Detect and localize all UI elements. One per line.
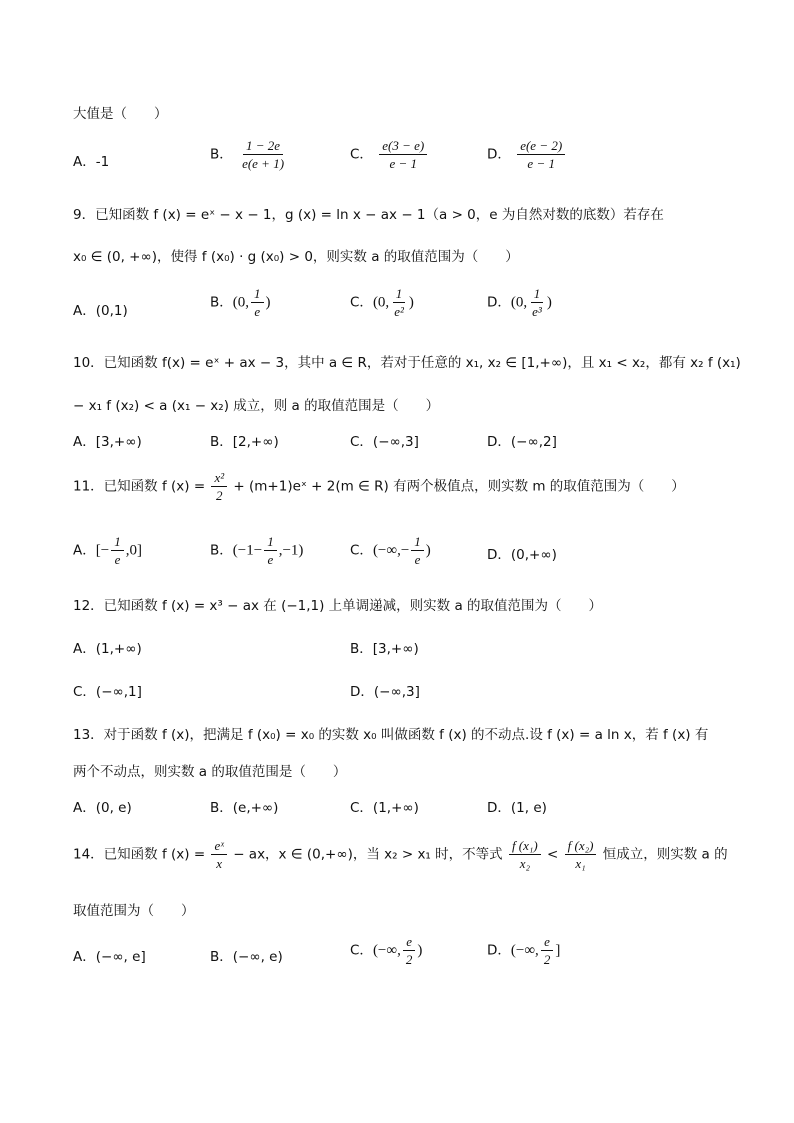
less-than-sign: <	[547, 846, 559, 863]
stem-text: 恒成立，则实数 a 的	[602, 846, 728, 863]
q14-option-d	[487, 934, 560, 967]
stem-text: + (m+1)eˣ + 2(m ∈ R) 有两个极值点，则实数 m 的取值范围为（ ）	[233, 478, 685, 495]
q13-option-c: C．(1,+∞)	[350, 800, 419, 816]
q12-option-b: B．[3,+∞)	[350, 641, 419, 657]
q14-stem-line1	[73, 838, 728, 871]
numerator: e	[541, 934, 553, 951]
q10-stem-line2: − x₁ f (x₂) < a (x₁ − x₂) 成立，则 a 的取值范围是（ ）	[73, 398, 440, 414]
numerator: 1	[393, 286, 406, 303]
denominator: e − 1	[389, 156, 417, 171]
option-label: C．	[350, 146, 373, 163]
numerator: eˣ	[211, 838, 226, 855]
q13-option-a: A．(0, e)	[73, 800, 132, 816]
fraction	[403, 934, 416, 967]
q10-option-c: C．(−∞,3]	[350, 434, 419, 450]
option-label: B．	[210, 542, 233, 559]
denominator: x₂	[519, 856, 530, 871]
q12-stem: 12．已知函数 f (x) = x³ − ax 在 (−1,1) 上单调递减，则实数 a 的取值范围为（ ）	[73, 598, 603, 614]
fraction	[529, 286, 545, 319]
fraction	[517, 138, 565, 171]
q12-option-a: A．(1,+∞)	[73, 641, 142, 657]
fraction	[509, 838, 541, 871]
denominator: 2	[543, 952, 551, 967]
denominator: 2	[405, 952, 413, 967]
q11-option-c	[350, 534, 431, 567]
numerator: e	[403, 934, 415, 951]
interval-left: (0,	[510, 294, 528, 311]
fraction	[211, 470, 227, 503]
fraction	[541, 934, 554, 967]
q10-option-a: A．[3,+∞)	[73, 434, 142, 450]
numerator: e(3 − e)	[379, 138, 427, 155]
interval-left: (−∞,−	[372, 542, 410, 559]
denominator: e	[254, 304, 261, 319]
numerator: 1	[411, 534, 424, 551]
q10-stem-line1: 10．已知函数 f(x) = eˣ + ax − 3，其中 a ∈ R，若对于任意的 x₁, x₂ ∈ [1,+∞)，且 x₁ < x₂，都有 x₂ f (x₁)	[73, 355, 741, 371]
interval-right: ]	[555, 942, 561, 959]
interval-left: (−∞,	[510, 942, 539, 959]
numerator: f (x₂)	[565, 838, 597, 855]
q8-option-c	[350, 138, 429, 171]
option-label: D．	[487, 146, 511, 163]
q10-option-b: B．[2,+∞)	[210, 434, 279, 450]
denominator: e	[114, 552, 121, 567]
fraction	[379, 138, 427, 171]
fraction	[264, 534, 277, 567]
interval-right: )	[265, 294, 271, 311]
denominator: 2	[216, 488, 223, 503]
question-continuation: 大值是（ ）	[73, 106, 168, 122]
denominator: x₁	[575, 856, 586, 871]
q8-option-b	[210, 138, 289, 171]
q13-option-d: D．(1, e)	[487, 800, 547, 816]
option-label: A．	[73, 542, 96, 559]
q9-stem-line2: x₀ ∈ (0, +∞)，使得 f (x₀) · g (x₀) > 0，则实数 a 的取值范围为（ ）	[73, 249, 519, 265]
interval-right: )	[408, 294, 414, 311]
q9-option-c	[350, 286, 414, 319]
q9-option-a: A．(0,1)	[73, 303, 128, 319]
option-label: D．	[487, 942, 511, 959]
interval-left: [−	[95, 542, 110, 559]
denominator: e³	[532, 304, 542, 319]
stem-text: 11．已知函数 f (x) =	[73, 478, 206, 495]
q11-option-b	[210, 534, 303, 567]
interval-right: )	[417, 942, 423, 959]
option-label: C．	[350, 294, 373, 311]
q13-stem-line2: 两个不动点，则实数 a 的取值范围是（ ）	[73, 764, 347, 780]
interval-right: )	[425, 542, 431, 559]
interval-right: ,−1)	[278, 542, 304, 559]
q8-option-d	[487, 138, 567, 171]
q10-option-d: D．(−∞,2]	[487, 434, 557, 450]
denominator: e²	[394, 304, 404, 319]
q9-option-b	[210, 286, 271, 319]
numerator: 1	[111, 534, 124, 551]
q14-option-a: A．(−∞, e]	[73, 949, 146, 965]
numerator: x²	[211, 470, 227, 487]
numerator: 1	[531, 286, 544, 303]
option-label: B．	[210, 146, 233, 163]
interval-left: (0,	[232, 294, 250, 311]
q13-option-b: B．(e,+∞)	[210, 800, 279, 816]
option-label: D．	[487, 294, 511, 311]
q12-option-d: D．(−∞,3]	[350, 684, 420, 700]
stem-text: 14．已知函数 f (x) =	[73, 846, 206, 863]
q11-stem	[73, 470, 685, 503]
q14-option-b: B．(−∞, e)	[210, 949, 283, 965]
q11-option-d: D．(0,+∞)	[487, 547, 557, 563]
denominator: e − 1	[527, 156, 555, 171]
q14-stem-line2: 取值范围为（ ）	[73, 903, 195, 919]
denominator: x	[216, 856, 223, 871]
denominator: e	[414, 552, 421, 567]
numerator: f (x₁)	[509, 838, 541, 855]
fraction	[111, 534, 124, 567]
interval-left: (−∞,	[372, 942, 401, 959]
fraction	[565, 838, 597, 871]
numerator: e(e − 2)	[517, 138, 565, 155]
q9-stem-line1: 9．已知函数 f (x) = eˣ − x − 1，g (x) = ln x − ax − 1（a > 0，e 为自然对数的底数）若存在	[73, 207, 664, 223]
q12-option-c: C．(−∞,1]	[73, 684, 142, 700]
q9-option-d	[487, 286, 552, 319]
numerator: 1	[264, 534, 277, 551]
fraction	[411, 534, 424, 567]
option-label: C．	[350, 942, 373, 959]
numerator: 1 − 2e	[243, 138, 283, 155]
fraction	[391, 286, 407, 319]
stem-text: − ax，x ∈ (0,+∞)，当 x₂ > x₁ 时，不等式	[233, 846, 503, 863]
q8-option-a: A．-1	[73, 154, 110, 170]
option-label: B．	[210, 294, 233, 311]
numerator: 1	[251, 286, 264, 303]
q13-stem-line1: 13．对于函数 f (x)，把满足 f (x₀) = x₀ 的实数 x₀ 叫做函数 f (x) 的不动点.设 f (x) = a ln x，若 f (x) 有	[73, 727, 709, 743]
fraction	[239, 138, 287, 171]
interval-right: )	[546, 294, 552, 311]
interval-right: ,0]	[125, 542, 142, 559]
denominator: e	[267, 552, 274, 567]
interval-left: (−1−	[232, 542, 263, 559]
option-label: C．	[350, 542, 373, 559]
q14-option-c	[350, 934, 422, 967]
fraction	[211, 838, 226, 871]
interval-left: (0,	[372, 294, 390, 311]
fraction	[251, 286, 264, 319]
q11-option-a	[73, 534, 142, 567]
denominator: e(e + 1)	[242, 156, 285, 171]
